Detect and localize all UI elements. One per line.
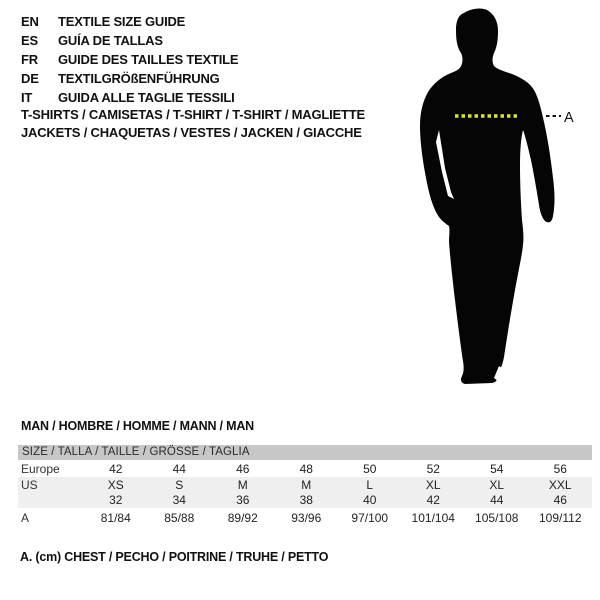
size-table-header: SIZE / TALLA / TAILLE / GRÖSSE / TAGLIA (18, 445, 592, 460)
language-row (21, 88, 238, 107)
table-cell: 44 (172, 462, 186, 476)
table-cell: 105/108 (475, 511, 519, 525)
language-label: GUÍA DE TALLAS (58, 33, 163, 48)
table-cell: 46 (553, 493, 567, 507)
table-row (18, 493, 592, 508)
table-cell: XS (107, 478, 124, 492)
language-code: IT (21, 90, 33, 105)
table-cell: 44 (490, 493, 504, 507)
language-code: ES (21, 33, 38, 48)
table-cell: 32 (109, 493, 123, 507)
language-code: DE (21, 71, 39, 86)
man-silhouette-figure (400, 0, 600, 400)
language-row (21, 31, 238, 50)
table-cell: M (301, 478, 312, 492)
table-row (18, 477, 592, 493)
table-cell: 38 (299, 493, 313, 507)
table-cell: 81/84 (100, 511, 131, 525)
table-cell: 36 (236, 493, 250, 507)
table-cell: 50 (363, 462, 377, 476)
table-cell: 42 (426, 493, 440, 507)
table-cell: 54 (490, 462, 504, 476)
table-cell: 85/88 (164, 511, 195, 525)
table-row (18, 508, 592, 526)
table-cell: XL (489, 478, 505, 492)
language-row (21, 12, 238, 31)
language-row (21, 69, 238, 88)
language-label: TEXTILGRÖßENFÜHRUNG (58, 71, 220, 86)
language-label: TEXTILE SIZE GUIDE (58, 14, 186, 29)
language-list (21, 12, 238, 107)
table-cell: 89/92 (227, 511, 258, 525)
language-label: GUIDA ALLE TAGLIE TESSILI (58, 90, 235, 105)
table-cell: L (366, 478, 374, 492)
language-row (21, 50, 238, 69)
table-cell: 93/96 (291, 511, 322, 525)
table-cell: M (237, 478, 248, 492)
row-label: Europe (21, 462, 60, 476)
man-silhouette-svg (400, 0, 600, 400)
measure-label-a: A (564, 110, 574, 126)
table-cell: 46 (236, 462, 250, 476)
category-line-jackets: JACKETS / CHAQUETAS / VESTES / JACKEN / GIACCHE (21, 125, 362, 140)
table-cell: 52 (426, 462, 440, 476)
table-cell: 42 (109, 462, 123, 476)
table-cell: XL (425, 478, 441, 492)
size-table (18, 445, 592, 526)
table-cell: 101/104 (411, 511, 455, 525)
table-cell: 109/112 (539, 511, 582, 525)
language-code: FR (21, 52, 38, 67)
section-title-man: MAN / HOMBRE / HOMME / MANN / MAN (21, 419, 254, 433)
table-cell: 40 (363, 493, 377, 507)
size-table-body (18, 460, 592, 526)
table-cell: XXL (548, 478, 572, 492)
table-cell: 34 (172, 493, 186, 507)
table-cell: 97/100 (351, 511, 389, 525)
man-silhouette (420, 9, 555, 384)
table-row (18, 460, 592, 477)
category-line-tshirts: T-SHIRTS / CAMISETAS / T-SHIRT / T-SHIRT / MAGLIETTE (21, 107, 365, 122)
table-cell: S (175, 478, 184, 492)
row-label: A (21, 511, 30, 525)
row-label (18, 493, 84, 508)
table-cell: 48 (299, 462, 313, 476)
measurement-footnote: A. (cm) CHEST / PECHO / POITRINE / TRUHE / PETTO (20, 550, 329, 564)
category-lines (21, 106, 365, 142)
row-label: US (21, 478, 38, 492)
table-cell: 56 (553, 462, 567, 476)
language-code: EN (21, 14, 39, 29)
language-label: GUIDE DES TAILLES TEXTILE (58, 52, 239, 67)
